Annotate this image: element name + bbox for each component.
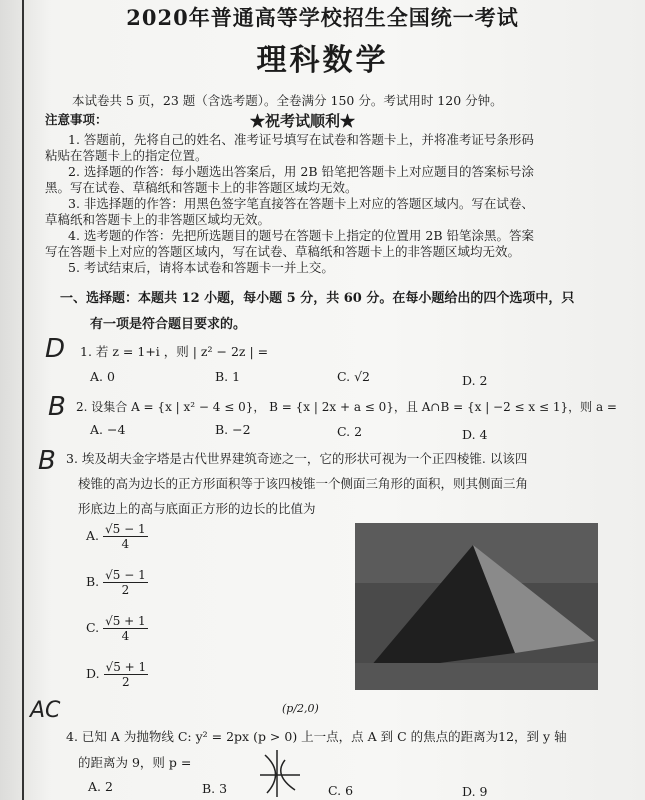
- fraction: [103, 614, 148, 643]
- section-heading-cont: 有一项是符合题目要求的。: [90, 317, 247, 332]
- handwritten-sketch-icon: [255, 745, 305, 800]
- page-edge-line: [22, 0, 24, 800]
- handwritten-answer-q4: AC: [30, 698, 61, 723]
- fraction: [104, 660, 149, 689]
- q4-option-a: A. 2: [88, 779, 113, 794]
- numerator: √5 − 1: [105, 522, 146, 536]
- notice-line: 2. 选择题的作答：每小题选出答案后，用 2B 铅笔把答题卡上对应题目的答案标号涂: [68, 164, 534, 179]
- handwritten-answer-q3: B: [38, 446, 56, 476]
- q3-stem-line: 形底边上的高与底面正方形的边长的比值为: [78, 501, 316, 516]
- q3-option-c: [86, 614, 148, 643]
- q1-stem: 1. 若 z = 1+i ，则 | z² − 2z | =: [80, 344, 269, 359]
- handwritten-answer-q2: B: [48, 392, 66, 422]
- handwritten-note-q4: (p/2,0): [282, 702, 319, 715]
- q3-stem-line: 棱锥的高为边长的正方形面积等于该四棱锥一个侧面三角形的面积，则其侧面三角: [78, 476, 529, 491]
- handwritten-answer-q1: D: [45, 334, 66, 364]
- q3-option-a: [86, 522, 148, 551]
- numerator: √5 + 1: [105, 614, 146, 628]
- q3-option-b: [86, 568, 148, 597]
- q4-stem-line: 的距离为 9，则 p =: [78, 755, 192, 770]
- notice-line: 3. 非选择题的作答：用黑色签字笔直接答在答题卡上对应的答题区域内。写在试卷、: [68, 196, 534, 211]
- numerator: √5 + 1: [105, 660, 147, 674]
- good-luck-banner: ★祝考试顺利★: [250, 112, 356, 130]
- denominator: 2: [121, 583, 130, 597]
- exam-title: 2020年普通高等学校招生全国统一考试: [126, 5, 519, 30]
- fraction: [103, 522, 148, 551]
- q1-option-a: A. 0: [90, 369, 115, 384]
- section-heading: 一、选择题：本题共 12 小题，每小题 5 分，共 60 分。在每小题给出的四个选项中，只: [60, 291, 575, 306]
- fraction: [103, 568, 148, 597]
- q4-option-b: B. 3: [202, 781, 228, 796]
- denominator: 4: [121, 537, 130, 551]
- q2-option-d: D. 4: [462, 427, 488, 442]
- option-label: C.: [86, 620, 100, 635]
- q4-option-c: C. 6: [328, 783, 354, 798]
- notice-line: 粘贴在答题卡上的指定位置。: [45, 148, 208, 163]
- q2-option-b: B. −2: [215, 422, 251, 437]
- q3-stem-line: 3. 埃及胡夫金字塔是古代世界建筑奇迹之一，它的形状可视为一个正四棱锥. 以该四: [66, 451, 528, 466]
- denominator: 2: [122, 675, 130, 689]
- q2-option-a: A. −4: [90, 422, 126, 437]
- notice-line: 草稿纸和答题卡上的非答题区域均无效。: [45, 212, 271, 227]
- notice-line: 4. 选考题的作答：先把所选题目的题号在答题卡上指定的位置用 2B 铅笔涂黑。答案: [68, 228, 534, 243]
- notice-line: 写在答题卡上对应的答题区域内，写在试卷、草稿纸和答题卡上的非答题区域均无效。: [45, 244, 521, 259]
- option-label: D.: [86, 666, 100, 681]
- q4-stem-line: 4. 已知 A 为抛物线 C: y² = 2px (p > 0) 上一点，点 A 到 C 的焦点的距离为12，到 y 轴: [66, 729, 567, 744]
- q1-option-d: D. 2: [462, 373, 488, 388]
- option-label: B.: [86, 574, 100, 589]
- numerator: √5 − 1: [105, 568, 146, 582]
- notice-line: 1. 答题前，先将自己的姓名、准考证号填写在试卷和答题卡上，并将准考证号条形码: [68, 132, 534, 147]
- notice-label: 注意事项：: [45, 112, 108, 127]
- q2-stem: 2. 设集合 A = {x | x² − 4 ≤ 0}， B = {x | 2x + a ≤ 0}，且 A∩B = {x | −2 ≤ x ≤ 1}，则 a =: [76, 400, 617, 414]
- exam-info: 本试卷共 5 页，23 题（含选考题）。全卷满分 150 分。考试用时 120 分钟。: [72, 93, 503, 108]
- exam-subject: 理科数学: [256, 43, 389, 78]
- q2-option-c: C. 2: [337, 424, 363, 439]
- q1-option-b: B. 1: [215, 369, 241, 384]
- option-label: A.: [86, 528, 100, 543]
- q1-option-c: C. √2: [337, 369, 370, 384]
- denominator: 4: [121, 629, 130, 643]
- q3-option-d: [86, 660, 148, 689]
- notice-line: 5. 考试结束后，请将本试卷和答题卡一并上交。: [68, 260, 334, 275]
- pyramid-photo: [355, 523, 598, 690]
- q4-option-d: D. 9: [462, 784, 488, 799]
- notice-line: 黑。写在试卷、草稿纸和答题卡上的非答题区域均无效。: [45, 180, 358, 195]
